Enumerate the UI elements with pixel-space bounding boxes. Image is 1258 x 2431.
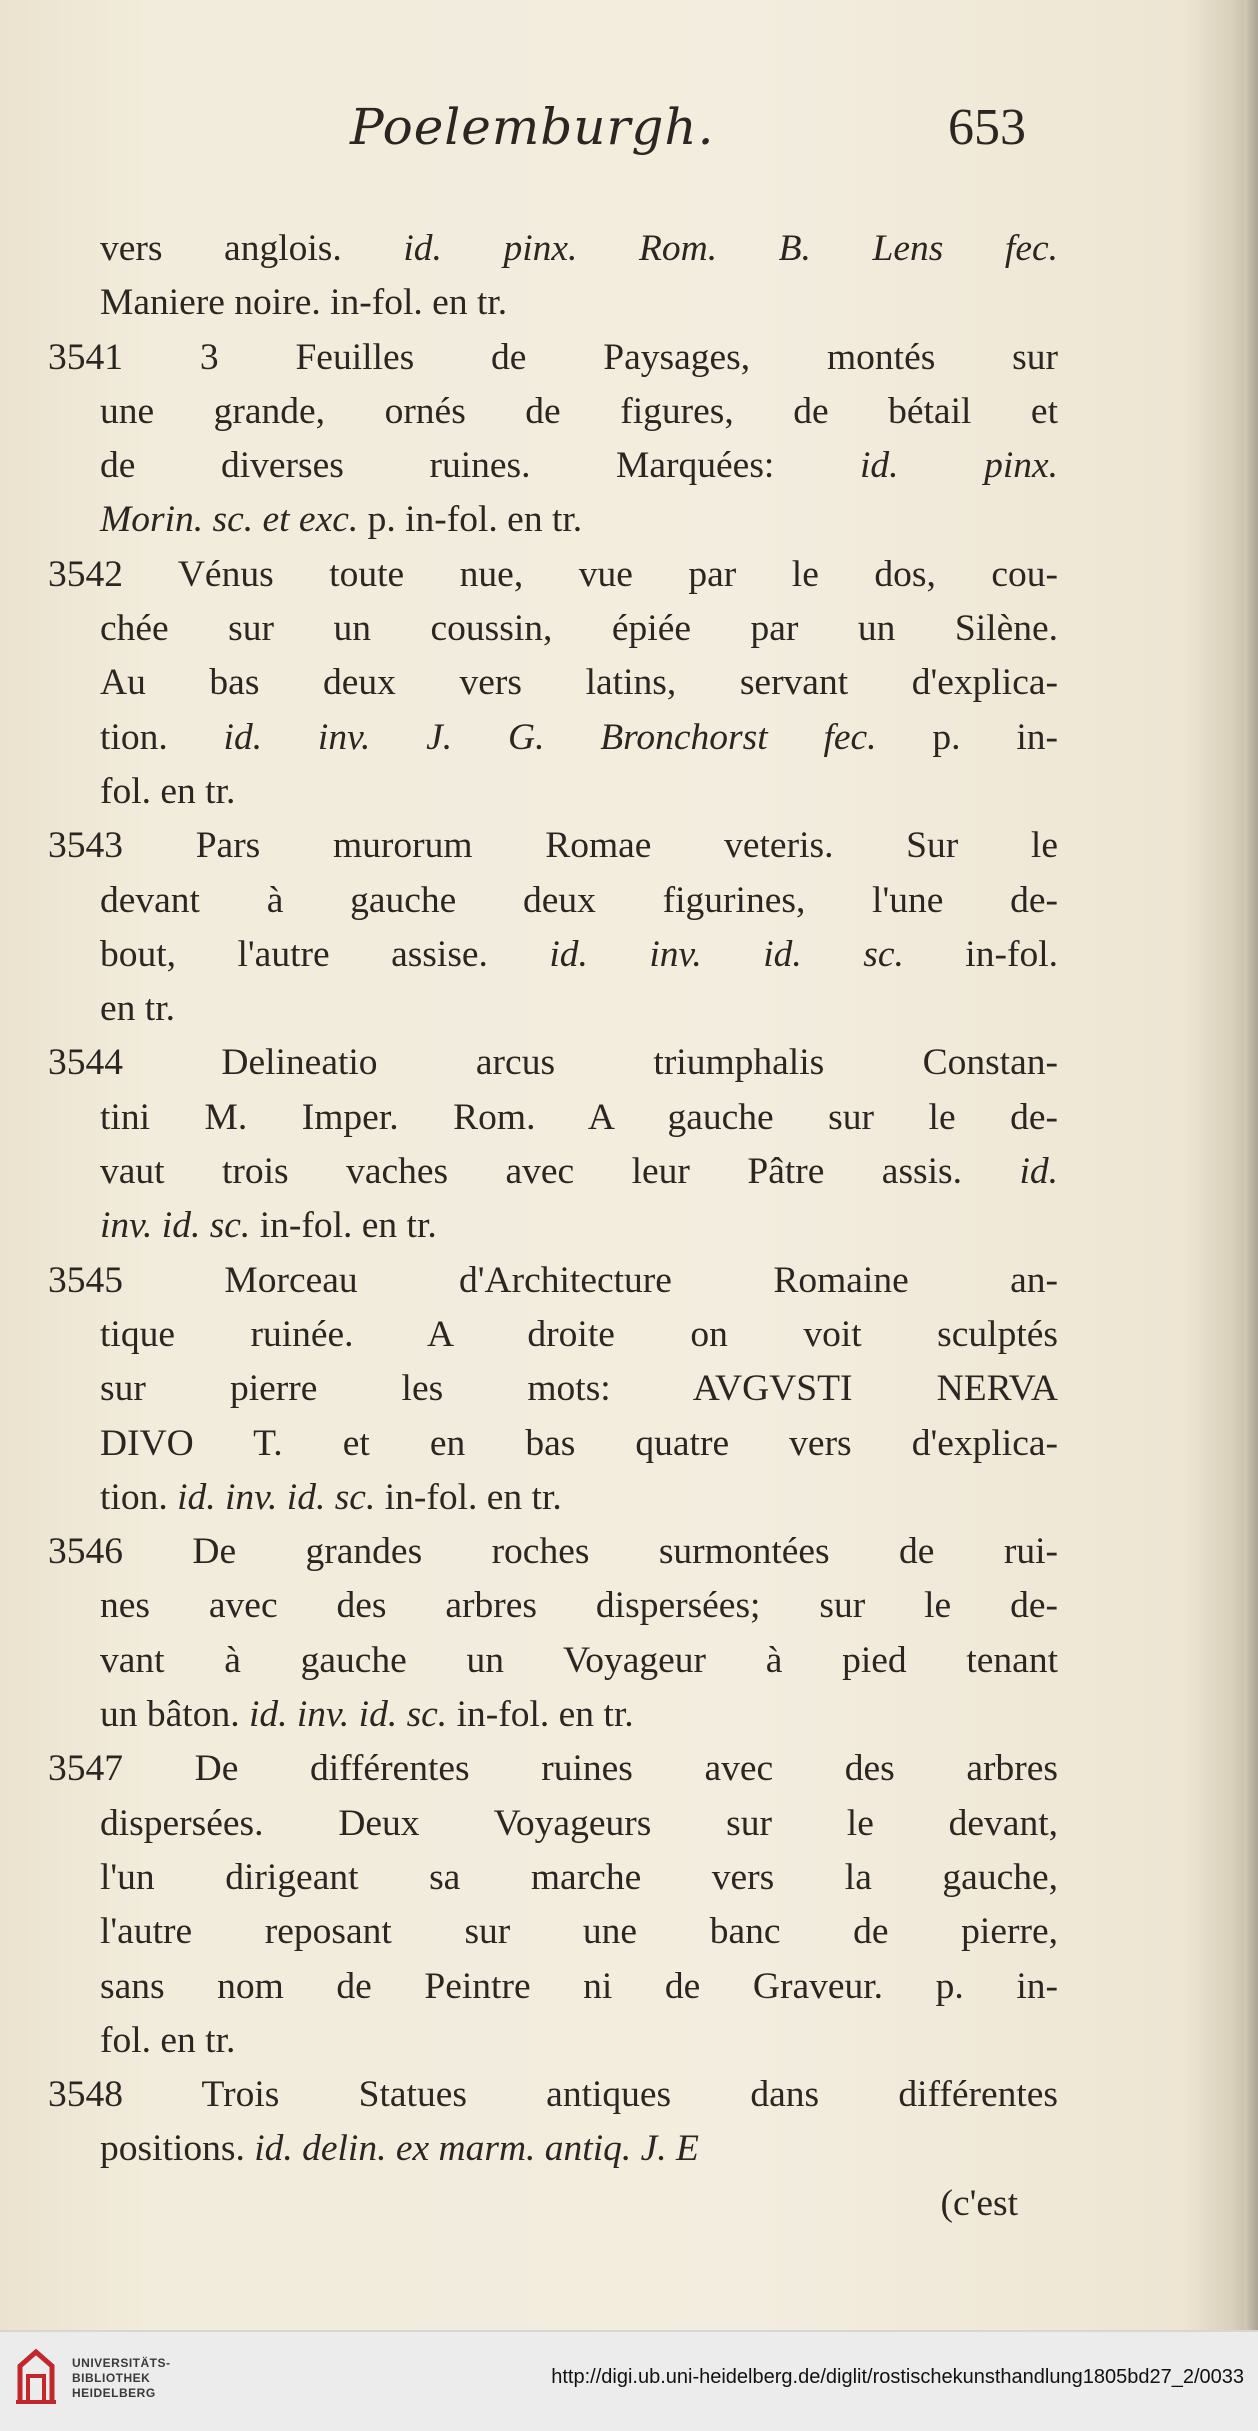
italic-text-segment: id. inv. id. sc.	[549, 933, 904, 975]
heidelberg-library-logo-icon[interactable]	[14, 2346, 58, 2406]
text-line	[48, 1199, 1058, 1253]
italic-text-segment: id. pinx.	[859, 445, 1059, 487]
text-line	[48, 819, 1058, 873]
text-line	[48, 385, 1058, 439]
text-line	[48, 1797, 1058, 1851]
text-line	[48, 1579, 1058, 1633]
text-line	[48, 1254, 1058, 1308]
text-line	[48, 1905, 1058, 1959]
text-segment: tion.	[100, 716, 224, 758]
source-url-link[interactable]: http://digi.ub.uni-heidelberg.de/diglit/rostischekunsthandlung1805bd27_2/0033	[551, 2366, 1244, 2388]
text-segment: une grande, ornés de figures, de bétail et	[100, 390, 1058, 432]
text-line	[48, 1634, 1058, 1688]
text-line	[48, 1525, 1058, 1579]
text-segment: un bâton.	[100, 1694, 249, 1736]
italic-text-segment: id. inv. J. G. Bronchorst fec.	[223, 716, 877, 758]
page-edge-shadow	[1244, 0, 1258, 2330]
text-segment: en tr.	[100, 988, 175, 1030]
catalogue-text	[48, 222, 1058, 2231]
text-line	[48, 602, 1058, 656]
text-line	[48, 928, 1058, 982]
text-segment: vaut trois vaches avec leur Pâtre assis.	[100, 1151, 1020, 1193]
text-segment: 3545 Morceau d'Architecture Romaine an-	[48, 1259, 1058, 1301]
text-segment: p. in-	[876, 716, 1058, 758]
text-segment: 3547 De différentes ruines avec des arbres	[48, 1748, 1058, 1790]
text-segment: 3544 Delineatio arcus triumphalis Constan-	[48, 1042, 1058, 1084]
text-segment: vant à gauche un Voyageur à pied tenant	[100, 1639, 1058, 1681]
text-line	[48, 439, 1058, 493]
running-title: Poelemburgh.	[350, 98, 715, 156]
text-line	[48, 1308, 1058, 1362]
text-segment: sans nom de Peintre ni de Graveur. p. in-	[100, 1965, 1058, 2007]
text-segment: chée sur un coussin, épiée par un Silène.	[100, 608, 1058, 650]
catchword: (c'est	[940, 2182, 1018, 2224]
text-segment: in-fol. en tr.	[375, 1476, 562, 1518]
text-line	[48, 1145, 1058, 1199]
text-line	[48, 331, 1058, 385]
library-name-line: UNIVERSITÄTS-	[72, 2356, 171, 2370]
library-name	[72, 2356, 171, 2401]
text-segment: in-fol.	[903, 933, 1058, 975]
text-line	[48, 2068, 1058, 2122]
text-line	[48, 1471, 1058, 1525]
footer-bar	[0, 2330, 1258, 2431]
text-line	[48, 765, 1058, 819]
italic-text-segment: id. pinx. Rom. B. Lens fec.	[403, 228, 1058, 269]
text-segment: l'autre reposant sur une banc de pierre,	[100, 1911, 1058, 1953]
text-segment: fol. en tr.	[100, 770, 236, 812]
italic-text-segment: id. inv. id. sc.	[177, 1476, 376, 1518]
text-segment: sur pierre les mots: AVGVSTI NERVA	[100, 1368, 1058, 1410]
page-number: 653	[948, 99, 1026, 156]
text-segment: 3541 3 Feuilles de Paysages, montés sur	[48, 336, 1058, 378]
running-head	[0, 98, 1258, 178]
italic-text-segment: id. delin. ex marm. antiq. J. E	[254, 2128, 699, 2170]
italic-text-segment: Morin. sc. et exc.	[100, 499, 359, 541]
text-segment: nes avec des arbres dispersées; sur le de-	[100, 1585, 1058, 1627]
text-line	[48, 276, 1058, 330]
text-segment: in-fol. en tr.	[250, 1205, 437, 1247]
text-segment: 3543 Pars murorum Romae veteris. Sur le	[48, 825, 1058, 867]
text-line	[48, 2122, 1058, 2176]
text-line	[48, 982, 1058, 1036]
text-segment: tini M. Imper. Rom. A gauche sur le de-	[100, 1096, 1058, 1138]
text-segment: p. in-fol. en tr.	[358, 499, 583, 541]
text-line	[48, 1091, 1058, 1145]
italic-text-segment: id. inv. id. sc.	[248, 1694, 448, 1736]
text-segment: Maniere noire. in-fol. en tr.	[100, 282, 508, 324]
text-segment: tion.	[100, 1476, 178, 1518]
text-line	[48, 1362, 1058, 1416]
text-line	[48, 548, 1058, 602]
italic-text-segment: id.	[1019, 1151, 1058, 1193]
text-segment: DIVO T. et en bas quatre vers d'explica-	[100, 1422, 1058, 1464]
text-segment: devant à gauche deux figurines, l'une de-	[100, 879, 1058, 921]
text-segment: 3542 Vénus toute nue, vue par le dos, cou-	[48, 553, 1058, 595]
text-segment: positions.	[100, 2128, 255, 2170]
text-segment: fol. en tr.	[100, 2019, 236, 2061]
text-segment: Au bas deux vers latins, servant d'explica-	[100, 662, 1058, 704]
text-segment: bout, l'autre assise.	[100, 933, 550, 975]
text-line	[48, 1036, 1058, 1090]
text-line	[48, 1960, 1058, 2014]
text-line	[48, 1417, 1058, 1471]
text-line	[48, 2014, 1058, 2068]
text-segment: 3546 De grandes roches surmontées de rui-	[48, 1531, 1058, 1573]
text-line	[48, 711, 1058, 765]
text-segment: de diverses ruines. Marquées:	[100, 445, 860, 487]
text-segment: 3548 Trois Statues antiques dans différentes	[48, 2074, 1058, 2116]
text-line	[48, 656, 1058, 710]
text-line	[48, 222, 1058, 276]
text-segment: dispersées. Deux Voyageurs sur le devant,	[100, 1802, 1058, 1844]
text-line	[48, 1688, 1058, 1742]
text-line	[48, 1742, 1058, 1796]
text-segment: l'un dirigeant sa marche vers la gauche,	[100, 1856, 1058, 1898]
text-line	[48, 493, 1058, 547]
library-name-line: HEIDELBERG	[72, 2386, 156, 2400]
library-name-line: BIBLIOTHEK	[72, 2371, 151, 2385]
text-line	[48, 1851, 1058, 1905]
italic-text-segment: inv. id. sc.	[100, 1205, 251, 1247]
text-segment: tique ruinée. A droite on voit sculptés	[100, 1313, 1058, 1355]
text-line	[48, 874, 1058, 928]
text-segment: in-fol. en tr.	[447, 1694, 634, 1736]
text-segment: vers anglois.	[100, 228, 404, 269]
